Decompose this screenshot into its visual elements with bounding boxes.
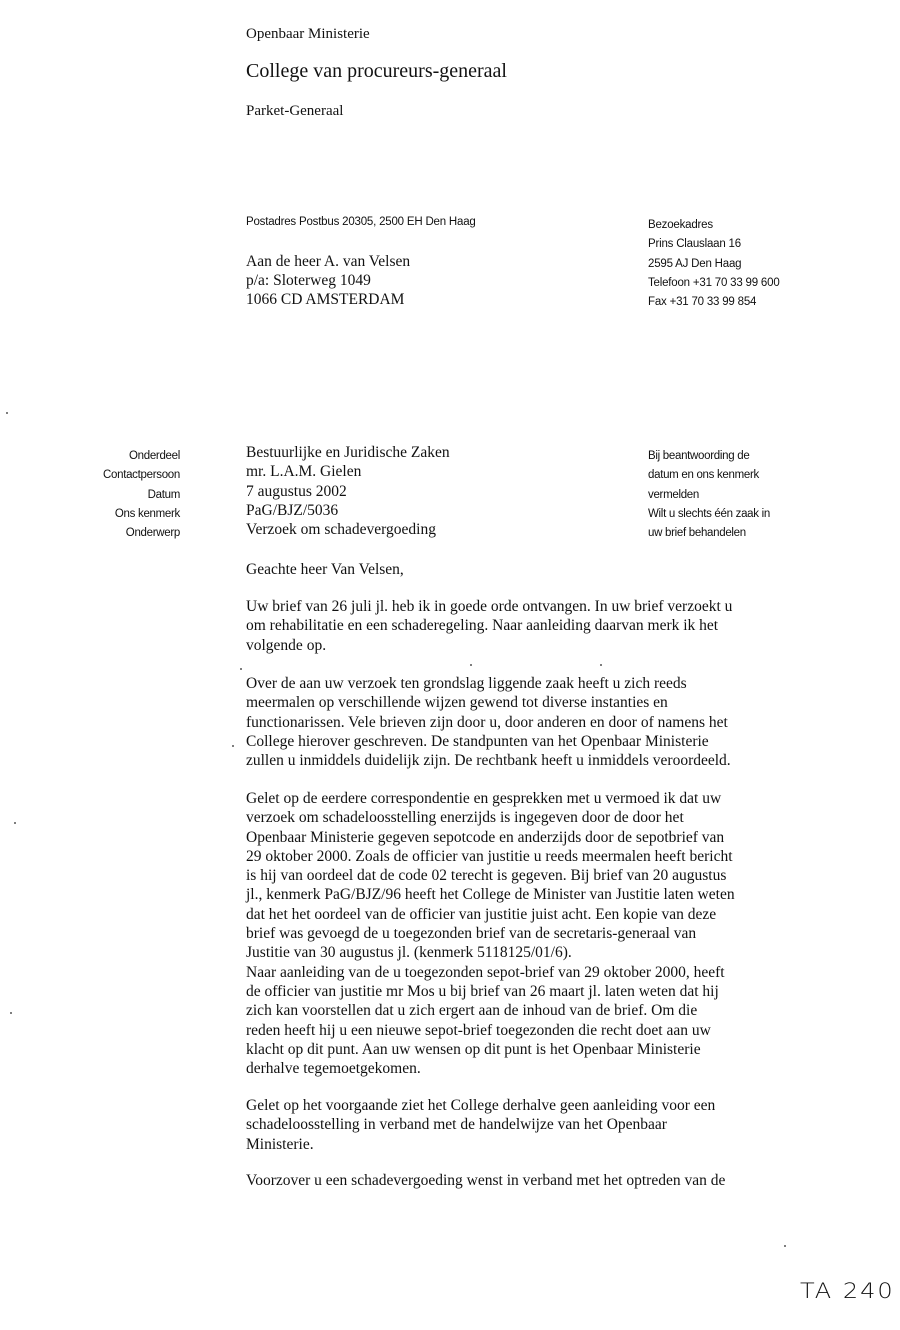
paragraph-line: Over de aan uw verzoek ten grondslag liggende zaak heeft u zich reeds — [246, 675, 687, 692]
scan-speck — [10, 1012, 12, 1014]
recipient-city: 1066 CD AMSTERDAM — [246, 291, 405, 308]
meta-label-department: Onderdeel — [128, 450, 180, 462]
body-paragraph-3 — [246, 789, 806, 1078]
reply-instructions — [648, 447, 770, 543]
handwritten-annotation: TA 240 — [800, 1278, 895, 1304]
paragraph-line: klacht op dit punt. Aan uw wensen op dit punt is het Openbaar Ministerie — [246, 1040, 701, 1058]
note-line: datum en ons kenmerk — [648, 469, 759, 482]
note-line: Bij beantwoording de — [648, 450, 750, 462]
paragraph-line: volgende op. — [246, 636, 327, 654]
paragraph-line: Uw brief van 26 juli jl. heb ik in goede orde ontvangen. In uw brief verzoekt u — [246, 598, 733, 615]
body-paragraph-2 — [246, 674, 806, 770]
paragraph-line: Ministerie. — [246, 1135, 314, 1153]
paragraph-line: functionarissen. Vele brieven zijn door u, door anderen en door of namens het — [246, 713, 728, 731]
paragraph-line: Justitie van 30 augustus jl. (kenmerk 5118125/01/6). — [246, 944, 572, 962]
meta-label-date: Datum — [147, 488, 180, 501]
paragraph-line: is hij van oordeel dat de code 02 terecht is gegeven. Bij brief van 20 augustus — [246, 867, 727, 885]
scan-speck — [600, 664, 602, 666]
paragraph-line: Gelet op de eerdere correspondentie en gesprekken met u vermoed ik dat uw — [246, 790, 722, 807]
visit-address-label: Bezoekadres — [648, 219, 713, 231]
paragraph-line: reden heeft hij u een nieuwe sepot-brief toegezonden die recht doet aan uw — [246, 1021, 711, 1039]
paragraph-line: 29 oktober 2000. Zoals de officier van justitie u reeds meermalen heeft bericht — [246, 847, 733, 865]
paragraph-line: College hierover geschreven. De standpunten van het Openbaar Ministerie — [246, 732, 709, 750]
paragraph-line: om rehabilitatie en een schaderegeling. Naar aanleiding daarvan merk ik het — [246, 617, 719, 635]
paragraph-line: de officier van justitie mr Mos u bij brief van 26 maart jl. laten weten dat hij — [246, 982, 719, 1000]
paragraph-line: Gelet op het voorgaande ziet het College derhalve geen aanleiding voor een — [246, 1097, 716, 1114]
visit-address-phone: Telefoon +31 70 33 99 600 — [648, 276, 780, 289]
scan-speck — [232, 745, 234, 747]
paragraph-line: verzoek om schadeloosstelling enerzijds is ingegeven door de door het — [246, 809, 684, 827]
scan-speck — [240, 668, 242, 670]
visit-address-street: Prins Clauslaan 16 — [648, 238, 741, 251]
meta-value-subject: Verzoek om schadevergoeding — [246, 521, 436, 539]
meta-value-department: Bestuurlijke en Juridische Zaken — [246, 444, 450, 461]
paragraph-line: brief was gevoegd de u toegezonden brief van de secretaris-generaal van — [246, 925, 697, 943]
meta-label-reference: Ons kenmerk — [114, 507, 180, 520]
department-name: Parket-Generaal — [246, 103, 344, 119]
paragraph-line: Openbaar Ministerie gegeven sepotcode en anderzijds door de sepotbrief van — [246, 828, 725, 846]
visit-address-city: 2595 AJ Den Haag — [648, 257, 742, 270]
scan-speck — [14, 822, 16, 824]
paragraph-line: jl., kenmerk PaG/BJZ/96 heeft het College de Minister van Justitie laten weten — [246, 886, 735, 904]
meta-label-contact: Contactpersoon — [103, 469, 180, 482]
paragraph-line: schadeloosstelling in verband met de handelwijze van het Openbaar — [246, 1116, 667, 1134]
paragraph-line: Naar aanleiding van de u toegezonden sepot-brief van 29 oktober 2000, heeft — [246, 963, 725, 981]
visit-address — [648, 216, 780, 312]
body-paragraph-4 — [246, 1096, 806, 1154]
paragraph-line: derhalve tegemoetgekomen. — [246, 1060, 421, 1078]
organization-name: Openbaar Ministerie — [246, 26, 370, 42]
body-paragraph-1 — [246, 597, 806, 655]
scan-speck — [470, 664, 472, 666]
recipient-address — [246, 252, 410, 309]
paragraph-line: zich kan voorstellen dat u zich ergert aan de inhoud van de brief. Om die — [246, 1002, 698, 1020]
note-line: vermelden — [648, 488, 699, 501]
body-paragraph-5 — [246, 1171, 806, 1190]
note-line: Wilt u slechts één zaak in — [648, 507, 770, 520]
meta-values — [246, 443, 450, 539]
college-name: College van procureurs-generaal — [246, 60, 507, 82]
recipient-name: Aan de heer A. van Velsen — [246, 253, 411, 270]
meta-label-subject: Onderwerp — [125, 527, 180, 540]
note-line: uw brief behandelen — [648, 527, 746, 540]
recipient-care-of: p/a: Sloterweg 1049 — [246, 272, 371, 289]
meta-labels — [60, 447, 180, 543]
meta-value-reference: PaG/BJZ/5036 — [246, 501, 339, 519]
paragraph-line: meermalen op verschillende wijzen gewend tot diverse instanties en — [246, 694, 668, 712]
meta-value-date: 7 augustus 2002 — [246, 482, 347, 500]
scan-speck — [784, 1245, 786, 1247]
scan-speck — [6, 412, 8, 414]
postal-address: Postadres Postbus 20305, 2500 EH Den Haag — [246, 216, 476, 228]
meta-value-contact: mr. L.A.M. Gielen — [246, 463, 362, 481]
salutation: Geachte heer Van Velsen, — [246, 561, 404, 578]
paragraph-line: zullen u inmiddels duidelijk zijn. De rechtbank heeft u inmiddels veroordeeld. — [246, 752, 731, 770]
visit-address-fax: Fax +31 70 33 99 854 — [648, 296, 757, 309]
paragraph-line: Voorzover u een schadevergoeding wenst in verband met het optreden van de — [246, 1172, 726, 1189]
paragraph-line: dat het het oordeel van de officier van justitie juist acht. Een kopie van deze — [246, 905, 717, 923]
